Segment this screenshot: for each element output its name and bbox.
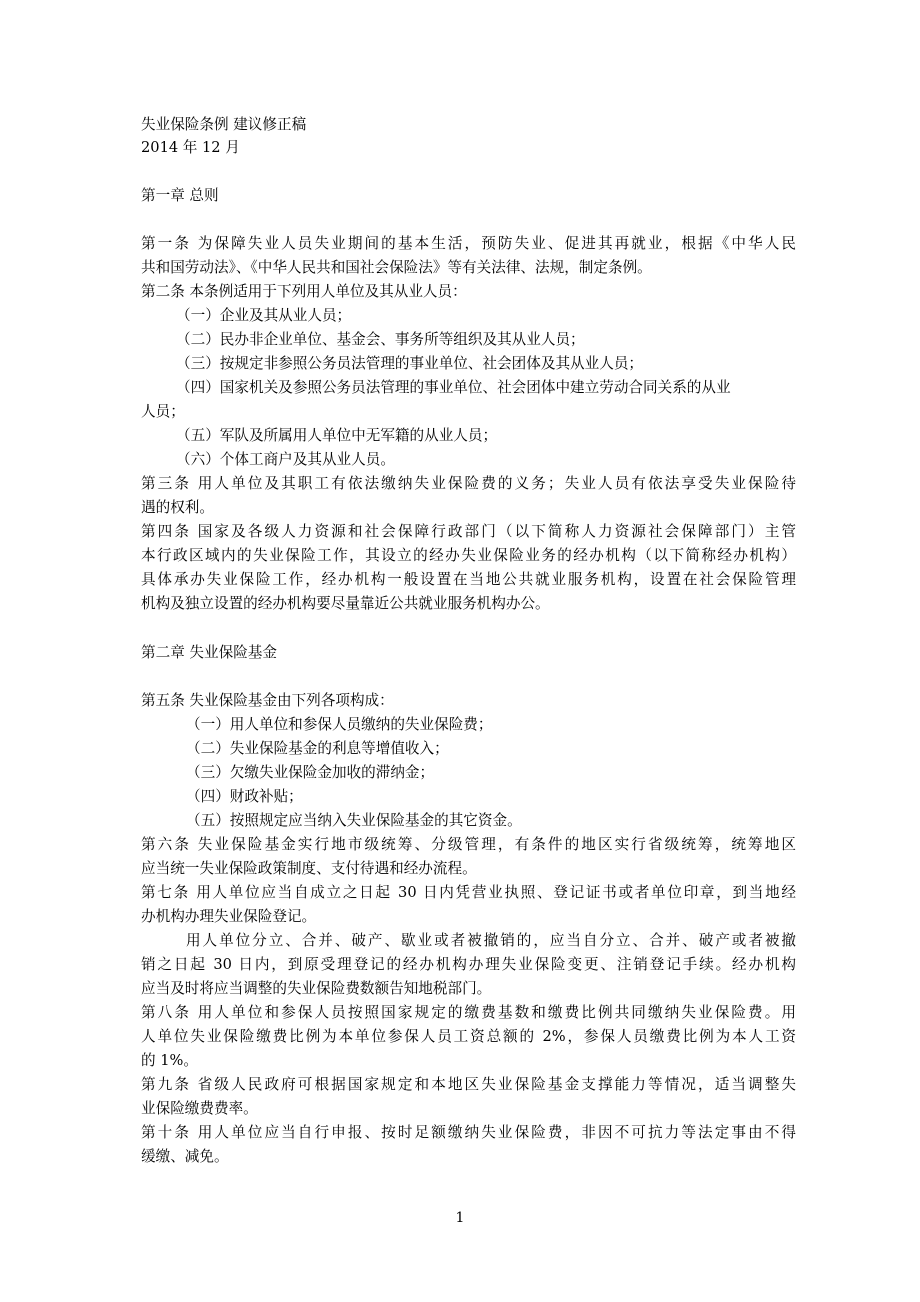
article-9-line: 第九条 省级人民政府可根据国家规定和本地区失业保险基金支撑能力等情况，适当调整失 — [141, 1076, 796, 1093]
article-3-line: 第三条 用人单位及其职工有依法缴纳失业保险费的义务；失业人员有依法享受失业保险待 — [141, 475, 796, 492]
doc-date: 2014 年 12 月 — [141, 139, 240, 156]
article-4-line: 第四条 国家及各级人力资源和社会保障行政部门（以下简称人力资源社会保障部门）主管 — [141, 523, 796, 540]
article-4-line: 机构及独立设置的经办机构要尽量靠近公共就业服务机构办公。 — [141, 595, 550, 612]
article-7-paragraph-line: 用人单位分立、合并、破产、歇业或者被撤销的，应当自分立、合并、破产或者被撤 — [186, 932, 796, 949]
article-6-line: 应当统一失业保险政策制度、支付待遇和经办流程。 — [141, 860, 477, 877]
chapter-1-heading: 第一章 总则 — [141, 187, 219, 204]
article-2-item: （二）民办非企业单位、基金会、事务所等组织及其从业人员； — [176, 331, 585, 348]
article-5-item: （四）财政补贴； — [186, 788, 303, 805]
article-2-item: （六）个体工商户及其从业人员。 — [176, 451, 395, 468]
article-8-line: 的 1%。 — [141, 1052, 198, 1069]
article-9-line: 业保险缴费费率。 — [141, 1100, 258, 1117]
article-2-item: （一）企业及其从业人员； — [176, 307, 352, 324]
article-5-item: （二）失业保险基金的利息等增值收入； — [186, 740, 449, 757]
article-7-line: 第七条 用人单位应当自成立之日起 30 日内凭营业执照、登记证书或者单位印章，到当地经 — [141, 884, 796, 901]
article-10-line: 缓缴、减免。 — [141, 1148, 229, 1165]
article-8-line: 第八条 用人单位和参保人员按照国家规定的缴费基数和缴费比例共同缴纳失业保险费。用 — [141, 1004, 796, 1021]
page-number: 1 — [455, 1210, 465, 1226]
article-6-line: 第六条 失业保险基金实行地市级统筹、分级管理，有条件的地区实行省级统筹，统筹地区 — [141, 836, 796, 853]
article-4-line: 本行政区域内的失业保险工作，其设立的经办失业保险业务的经办机构（以下简称经办机构） — [141, 547, 796, 564]
doc-title: 失业保险条例 建议修正稿 — [141, 116, 307, 133]
article-4-line: 具体承办失业保险工作，经办机构一般设置在当地公共就业服务机构，设置在社会保险管理 — [141, 571, 796, 588]
article-5-item: （五）按照规定应当纳入失业保险基金的其它资金。 — [186, 812, 522, 829]
article-5-item: （一）用人单位和参保人员缴纳的失业保险费； — [186, 716, 493, 733]
article-7-paragraph-line: 应当及时将应当调整的失业保险费数额告知地税部门。 — [141, 980, 492, 997]
article-2-item: （五）军队及所属用人单位中无军籍的从业人员； — [176, 427, 498, 444]
article-7-paragraph-line: 销之日起 30 日内，到原受理登记的经办机构办理失业保险变更、注销登记手续。经办机构 — [141, 956, 796, 973]
article-2-line: 第二条 本条例适用于下列用人单位及其从业人员： — [141, 283, 467, 300]
article-8-line: 人单位失业保险缴费比例为本单位参保人员工资总额的 2%，参保人员缴费比例为本人工资 — [141, 1028, 796, 1045]
chapter-2-heading: 第二章 失业保险基金 — [141, 644, 277, 661]
article-5-item: （三）欠缴失业保险金加收的滞纳金； — [186, 764, 435, 781]
article-1-line: 第一条 为保障失业人员失业期间的基本生活，预防失业、促进其再就业，根据《中华人民 — [141, 235, 796, 252]
article-2-item: （三）按规定非参照公务员法管理的事业单位、社会团体及其从业人员； — [176, 355, 644, 372]
article-3-line: 遇的权利。 — [141, 499, 214, 516]
article-2-item: 人员； — [141, 403, 185, 420]
article-2-item: （四）国家机关及参照公务员法管理的事业单位、社会团体中建立劳动合同关系的从业 — [176, 379, 731, 396]
article-10-line: 第十条 用人单位应当自行申报、按时足额缴纳失业保险费，非因不可抗力等法定事由不得 — [141, 1124, 796, 1141]
article-7-line: 办机构办理失业保险登记。 — [141, 908, 317, 925]
article-1-line: 共和国劳动法》、《中华人民共和国社会保险法》等有关法律、法规，制定条例。 — [141, 259, 652, 276]
article-5-line: 第五条 失业保险基金由下列各项构成： — [141, 692, 394, 709]
